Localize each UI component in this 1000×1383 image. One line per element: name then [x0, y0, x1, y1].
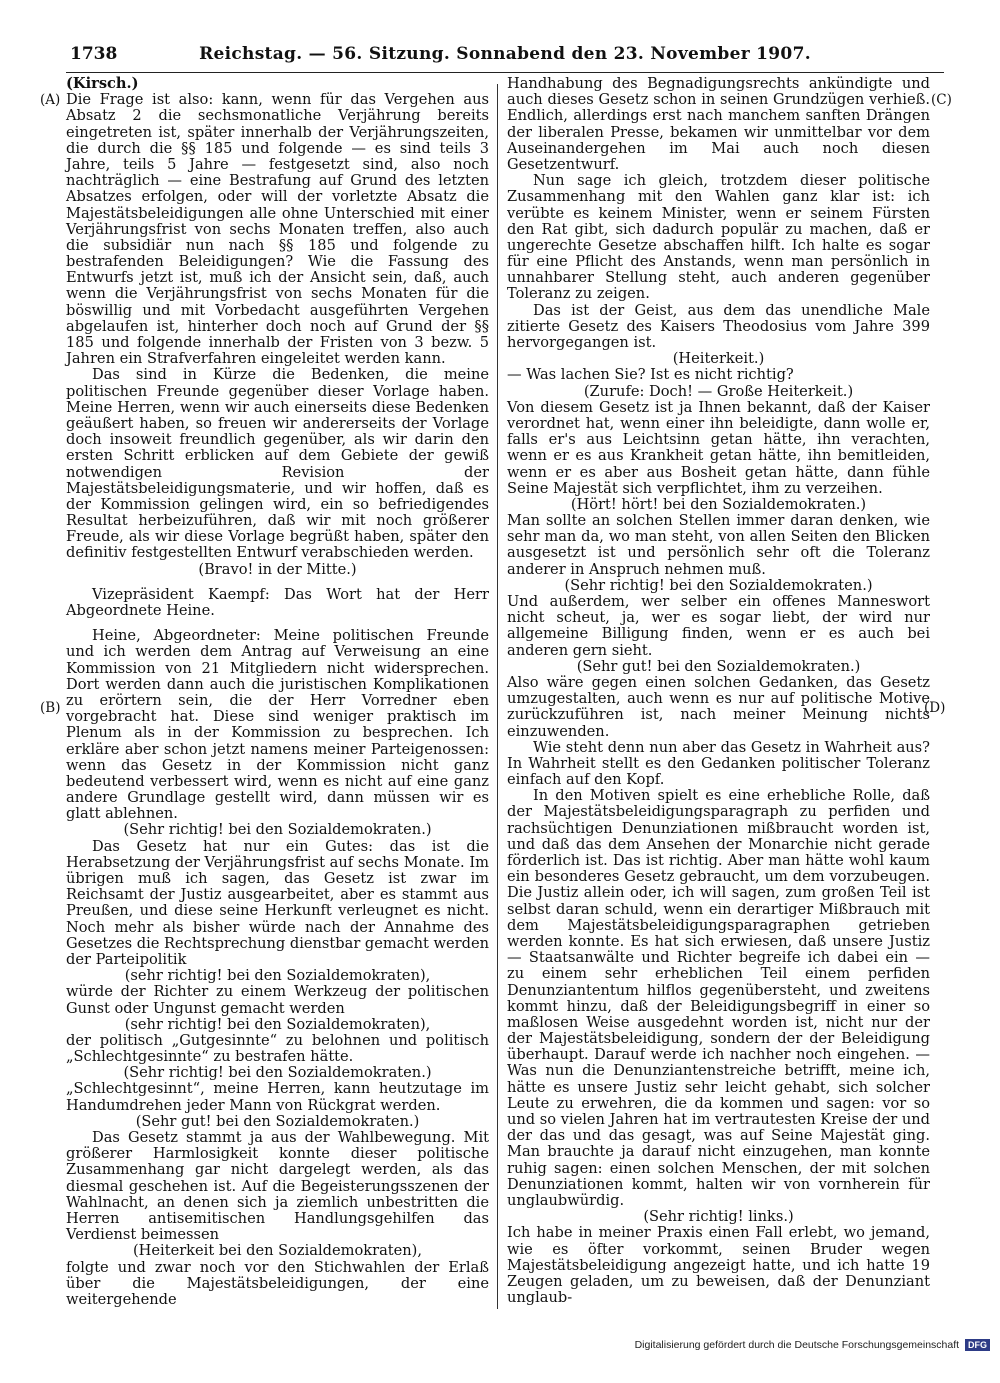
paragraph: Das sind in Kürze die Bedenken, die meine politischen Freunde gegenüber dieser Vorlage haben. Meine Herren, wenn wir auch einerseits diese Bedenken geäußert haben, so freuen wir andererseits der Vorlage doch insoweit freundlich gegenüber, als wir darin den ersten Schritt erblicken auf dem Gebiete der gewiß notwendigen Revision der Majestätsbeleidigungsmaterie, und wir hoffen, daß es der Kommission gelingen wird, ein so befriedigendes Resultat herbeizuführen, daß wir mit noch größerer Freude, als wir diese Vorlage begrüßt haben, später den definitiv festgestellten Entwurf verabschieden werden. — [66, 366, 489, 562]
paragraph: — Was lachen Sie? Ist es nicht richtig? — [507, 366, 794, 384]
interjection: (Sehr richtig! bei den Sozialdemokraten.) — [564, 576, 873, 594]
margin-mark-c: (C) — [931, 92, 952, 108]
margin-mark-b: (B) — [40, 700, 61, 716]
interjection: (Sehr richtig! links.) — [643, 1208, 794, 1226]
paragraph: Das Gesetz hat nur ein Gutes: das ist die Herabsetzung der Verjährungsfrist auf sechs Monate. Im übrigen muß ich sagen, das Gesetz ist zwar im Reichsamt der Justiz ausgearbeitet, aber es stammt aus Preußen, und diese seine Herkunft verleugnet es nicht. Noch mehr als bisher würde nach der Annahme des Gesetzes die Rechtsprechung dienstbar gemacht werden der Parteipolitik — [66, 837, 490, 968]
running-title: Reichstag. — 56. Sitzung. Sonnabend den 23. November 1907. — [199, 44, 811, 64]
margin-mark-a: (A) — [40, 92, 61, 108]
column-rule — [497, 84, 498, 1309]
interjection: (Hört! hört! bei den Sozialdemokraten.) — [570, 495, 867, 513]
paragraph: Handhabung des Begnadigungsrechts ankündigte und auch dieses Gesetz schon in seinen Grundzügen verhieß. Endlich, allerdings erst nach manchem sanften Drängen der liberalen Presse, bekamen wir unmittelbar vor dem Auseinandergehen im Mai auch noch diesen Gesetzentwurf. — [507, 75, 930, 173]
interjection: (Heiterkeit bei den Sozialdemokraten), — [132, 1242, 423, 1260]
paragraph: würde der Richter zu einem Werkzeug der politischen Gunst oder Ungunst gemacht werden — [66, 983, 489, 1017]
footer — [585, 1339, 990, 1351]
paragraph: Und außerdem, wer selber ein offenes Manneswort nicht scheut, ja, wer es sogar liebt, der wird nur allgemeine Billigung finden, wenn er es auch bei anderen gern sieht. — [507, 593, 930, 659]
speaker-paragraph: Vizepräsident Kaempf: Das Wort hat der Herr Abgeordnete Heine. — [66, 585, 489, 619]
interjection: (Sehr richtig! bei den Sozialdemokraten.) — [123, 1064, 432, 1082]
paragraph: Nun sage ich gleich, trotzdem dieser politische Zusammenhang mit den Wahlen ganz klar ist: ich verübte es keinem Minister, wenn er seinem Fürsten den Rat gibt, sich dadurch populär zu machen, daß er ungerechte Gesetze abschaffen hilft. Ich halte es sogar für eine Pflicht des Anstands, wenn man persönlich in unnahbarer Stellung steht, auch anderen gegenüber Toleranz zu zeigen. — [507, 172, 930, 303]
speaker-paragraph: Heine, Abgeordneter: Meine politischen Freunde und ich werden dem Antrag auf Verweisung an eine Kommission von 21 Mitgliedern nicht widersprechen. Dort werden dann auch die juristischen Komplikationen zu erörtern sein, die der Herr Vorredner eben vorgebracht hat. Diese sind weniger praktisch im Plenum als in der Kommission zu besprechen. Ich erkläre aber schon jetzt namens meiner Parteigenossen: wenn das Gesetz in der Kommission nicht ganz bedeutend verbessert wird, wenn es nicht auf eine ganz andere Grundlage gestellt wird, dann müssen wir es glatt ablehnen. — [66, 627, 489, 823]
paragraph: Ich habe in meiner Praxis einen Fall erlebt, wo jemand, wie es öfter vorkommt, seinen Bruder wegen Majestätsbeleidigung angezeigt hatte, und ich hatte 19 Zeugen geladen, um zu beweisen, daß der Denunziant unglaub- — [507, 1224, 930, 1307]
paragraph: der politisch „Gutgesinnte“ zu belohnen und politisch „Schlechtgesinnte“ zu bestrafen hätte. — [66, 1031, 489, 1066]
interjection: (Zurufe: Doch! — Große Heiterkeit.) — [583, 382, 854, 400]
interjection: (Sehr gut! bei den Sozialdemokraten.) — [576, 657, 861, 675]
paragraph: Wie steht denn nun aber das Gesetz in Wahrheit aus? In Wahrheit stellt es den Gedanken politischer Toleranz einfach auf den Kopf. — [507, 738, 930, 789]
paragraph: „Schlechtgesinnt“, meine Herren, kann heutzutage im Handumdrehen jeder Mann von Rückgrat werden. — [66, 1080, 489, 1114]
dfg-logo: DFG — [965, 1339, 990, 1351]
footer-text: Digitalisierung gefördert durch die Deutsche Forschungsgemeinschaft — [634, 1339, 960, 1351]
speaker-tag: (Kirsch.) — [66, 75, 139, 92]
interjection: (Heiterkeit.) — [672, 350, 765, 368]
interjection: (sehr richtig! bei den Sozialdemokraten), — [124, 967, 431, 985]
page-header — [70, 44, 940, 70]
paragraph: In den Motiven spielt es eine erhebliche Rolle, daß der Majestätsbeleidigungsparagraph zu perfiden und rachsüchtigen Denunziationen mißbraucht worden ist, und daß das dem Ansehen der Monarchie nicht gerade förderlich ist. Das ist richtig. Aber man hätte wohl kaum ein besonderes Gesetz gebraucht, um dem vorzubeugen. Die Justiz allein oder, ich will sagen, zum großen Teil ist selbst daran schuld, wenn ein derartiger Mißbrauch mit dem Majestätsbeleidigungsparagraphen getrieben werden konnte. Es hat sich erwiesen, daß unsere Justiz — Staatsanwälte und Richter begreife ich dabei ein — zu einem sehr erheblichen Teil einem perfiden Denunziantentum hilflos gegenübersteht, und zweitens kommt hinzu, daß der Beleidigungsbegriff in einer so maßlosen Weise ausgedehnt worden ist, nicht nur der der Majestätsbeleidigung, sondern der der Beleidigung überhaupt. Darauf werde ich nachher noch eingehen. — Was nun die Denunziantenstreiche betrifft, meine ich, hätte es unsere Justiz sehr leicht gehabt, sich solcher Leute zu erwehren, die da kommen und sagen: vor so und so vielen Jahren hat im vertrautesten Kreise der und der das und das gesagt, was auf Seine Majestät ging. Man brauchte ja darauf nicht einzugehen, man konnte ruhig sagen: einen solchen Menschen, der mit solchen Denunziationen kommt, halten wir von vornherein für unglaubwürdig. — [507, 787, 930, 1209]
paragraph: folgte und zwar noch vor den Stichwahlen der Erlaß über die Majestätsbeleidigungen, der eine weitergehende — [66, 1258, 489, 1308]
paragraph: Das Gesetz stammt ja aus der Wahlbewegung. Mit größerer Harmlosigkeit konnte dieser politische Zusammenhang gar nicht dargelegt werden, als das diesmal geschehen ist. Auf die Begeisterungsszenen der Wahlnacht, an denen sich ja ziemlich unbestritten die Herren antisemitischen Handlungsgehilfen das Verdienst beimessen — [66, 1129, 489, 1244]
interjection: (Sehr richtig! bei den Sozialdemokraten.) — [123, 821, 432, 839]
margin-mark-d: (D) — [924, 700, 946, 716]
paragraph: Von diesem Gesetz ist ja Ihnen bekannt, daß der Kaiser verordnet hat, wenn einer ihn beleidigte, dann wolle er, falls er's aus Leichtsinn getan hätte, ihn verachten, wenn er es aus Krankheit getan hätte, ihn bemitleiden, wenn er es aber aus Bosheit getan hätte, dann fühle Seine Majestät sich verpflichtet, ihm zu verzeihen. — [507, 398, 930, 497]
paragraph: Die Frage ist also: kann, wenn für das Vergehen aus Absatz 2 die sechsmonatliche Verjährung bereits eingetreten ist, später innerhalb der Verjährungszeiten, die durch die §§ 185 und folgende — es sind teils 3 Jahre, teils 5 Jahre — festgesetzt sind, also noch nachträglich — eine Bestrafung auf Grund des letzten Absatzes erfolgen, oder will der vorletzte Absatz die Majestätsbeleidigungen alle ohne Unterschied mit einer Verjährungsfrist von sechs Monaten treffen, also auch die subsidiär nun nach §§ 185 und folgende zu bestrafenden Beleidigungen? Wie die Fassung des Entwurfs jetzt ist, muß ich der Ansicht sein, daß, auch wenn die Verjährungsfrist von sechs Monaten für die böswillig und mit Vorbedacht ausgeführten Vergehen abgelaufen ist, hinterher doch noch auf Grund der §§ 185 und folgende innerhalb der Fristen von 3 bezw. 5 Jahren ein Strafverfahren eingeleitet werden kann. — [66, 91, 489, 368]
interjection: (Bravo! in der Mitte.) — [198, 560, 357, 578]
right-column — [507, 76, 930, 1306]
paragraph: Also wäre gegen einen solchen Gedanken, das Gesetz umzugestalten, auch wenn es nur auf politische Motive zurückzuführen ist, nach meiner Meinung nichts einzuwenden. — [507, 673, 930, 740]
interjection: (Sehr gut! bei den Sozialdemokraten.) — [135, 1112, 420, 1130]
paragraph: Man sollte an solchen Stellen immer daran denken, wie sehr man da, wo man steht, von allen Seiten den Blicken ausgesetzt ist und persönlich sehr oft die Toleranz anderer in Anspruch nehmen muß. — [507, 512, 930, 578]
left-column — [66, 76, 489, 1308]
interjection: (sehr richtig! bei den Sozialdemokraten), — [124, 1015, 431, 1033]
paragraph: Das ist der Geist, aus dem das unendliche Male zitierte Gesetz des Kaisers Theodosius vom Jahre 399 hervorgegangen ist. — [507, 301, 930, 351]
header-rule — [66, 72, 944, 73]
page-number: 1738 — [70, 44, 118, 64]
